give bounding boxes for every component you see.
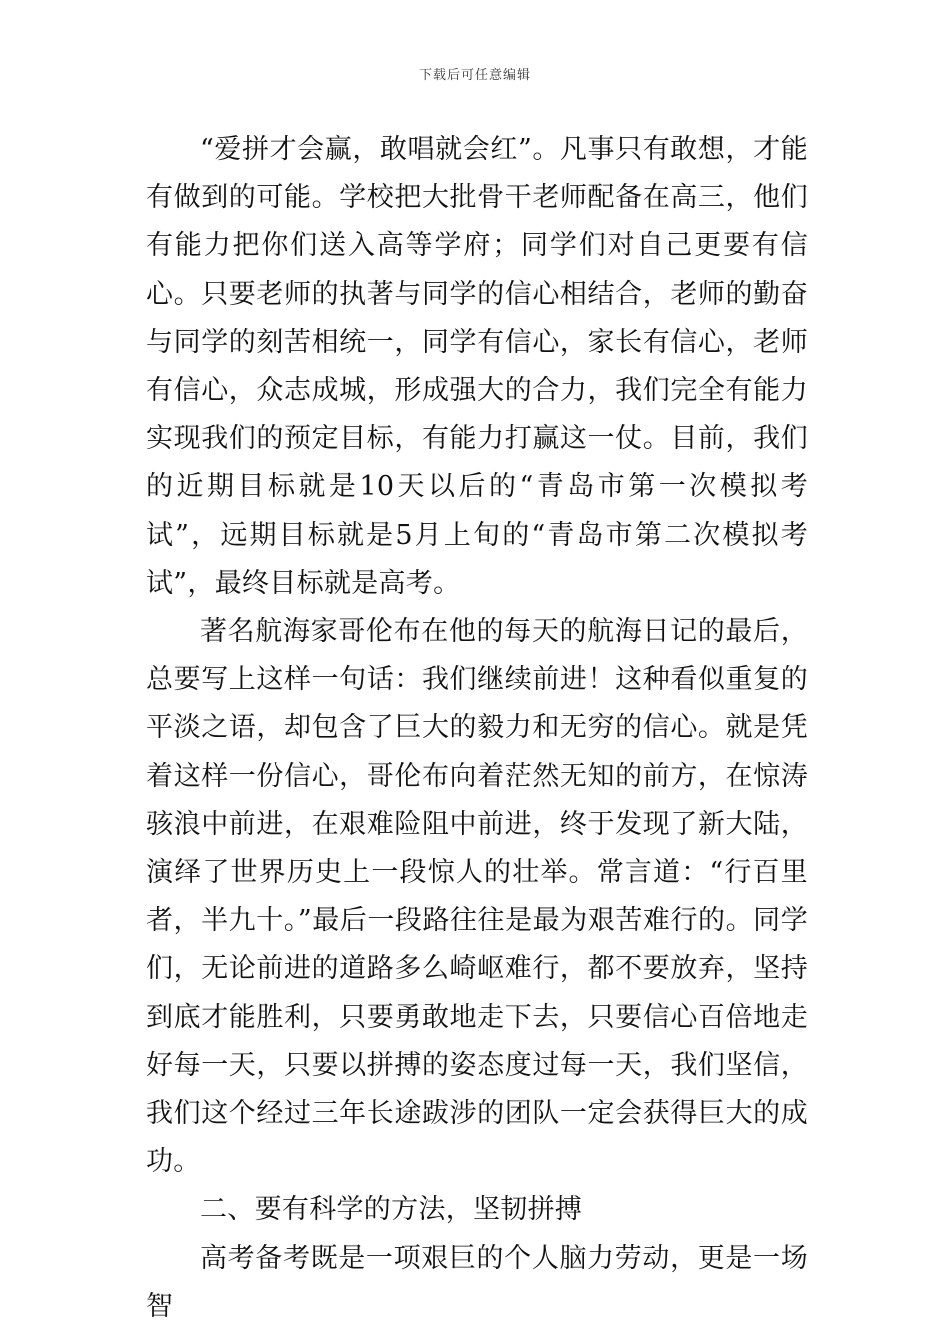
paragraph-columbus: 著名航海家哥伦布在他的每天的航海日记的最后，总要写上这样一句话：我们继续前进！这种看似重复的平淡之语，却包含了巨大的毅力和无穷的信心。就是凭着这样一份信心，哥伦布向着茫然无知的前方，在惊涛骇浪中前进，在艰难险阻中前进，终于发现了新大陆，演绎了世界历史上一段惊人的壮举。常言道：“行百里者，半九十。”最后一段路往往是最为艰苦难行的。同学们，无论前进的道路多么崎岖难行，都不要放弃，坚持到底才能胜利，只要勇敢地走下去，只要信心百倍地走好每一天，只要以拼搏的姿态度过每一天，我们坚信，我们这个经过三年长途跋涉的团队一定会获得巨大的成功。 (146, 616, 808, 1178)
paragraph-exam-prep: 高考备考既是一项艰巨的个人脑力劳动，更是一场智 (146, 1242, 808, 1322)
page-header: 下载后可任意编辑 (418, 68, 531, 83)
section-heading-method: 二、要有科学的方法，坚韧拼搏 (200, 1194, 583, 1226)
paragraph-confidence: “爱拼才会赢，敢唱就会红”。凡事只有敢想，才能有做到的可能。学校把大批骨干老师配备在高三，他们有能力把你们送入高等学府；同学们对自己更要有信心。只要老师的执著与同学的信心相结合，老师的勤奋与同学的刻苦相统一，同学有信心，家长有信心，老师有信心，众志成城，形成强大的合力，我们完全有能力实现我们的预定目标，有能力打赢这一仗。目前，我们的近期目标就是10天以后的“青岛市第一次模拟考试”，远期目标就是5月上旬的“青岛市第二次模拟考试”，最终目标就是高考。 (146, 134, 808, 599)
document-body (146, 126, 808, 1331)
